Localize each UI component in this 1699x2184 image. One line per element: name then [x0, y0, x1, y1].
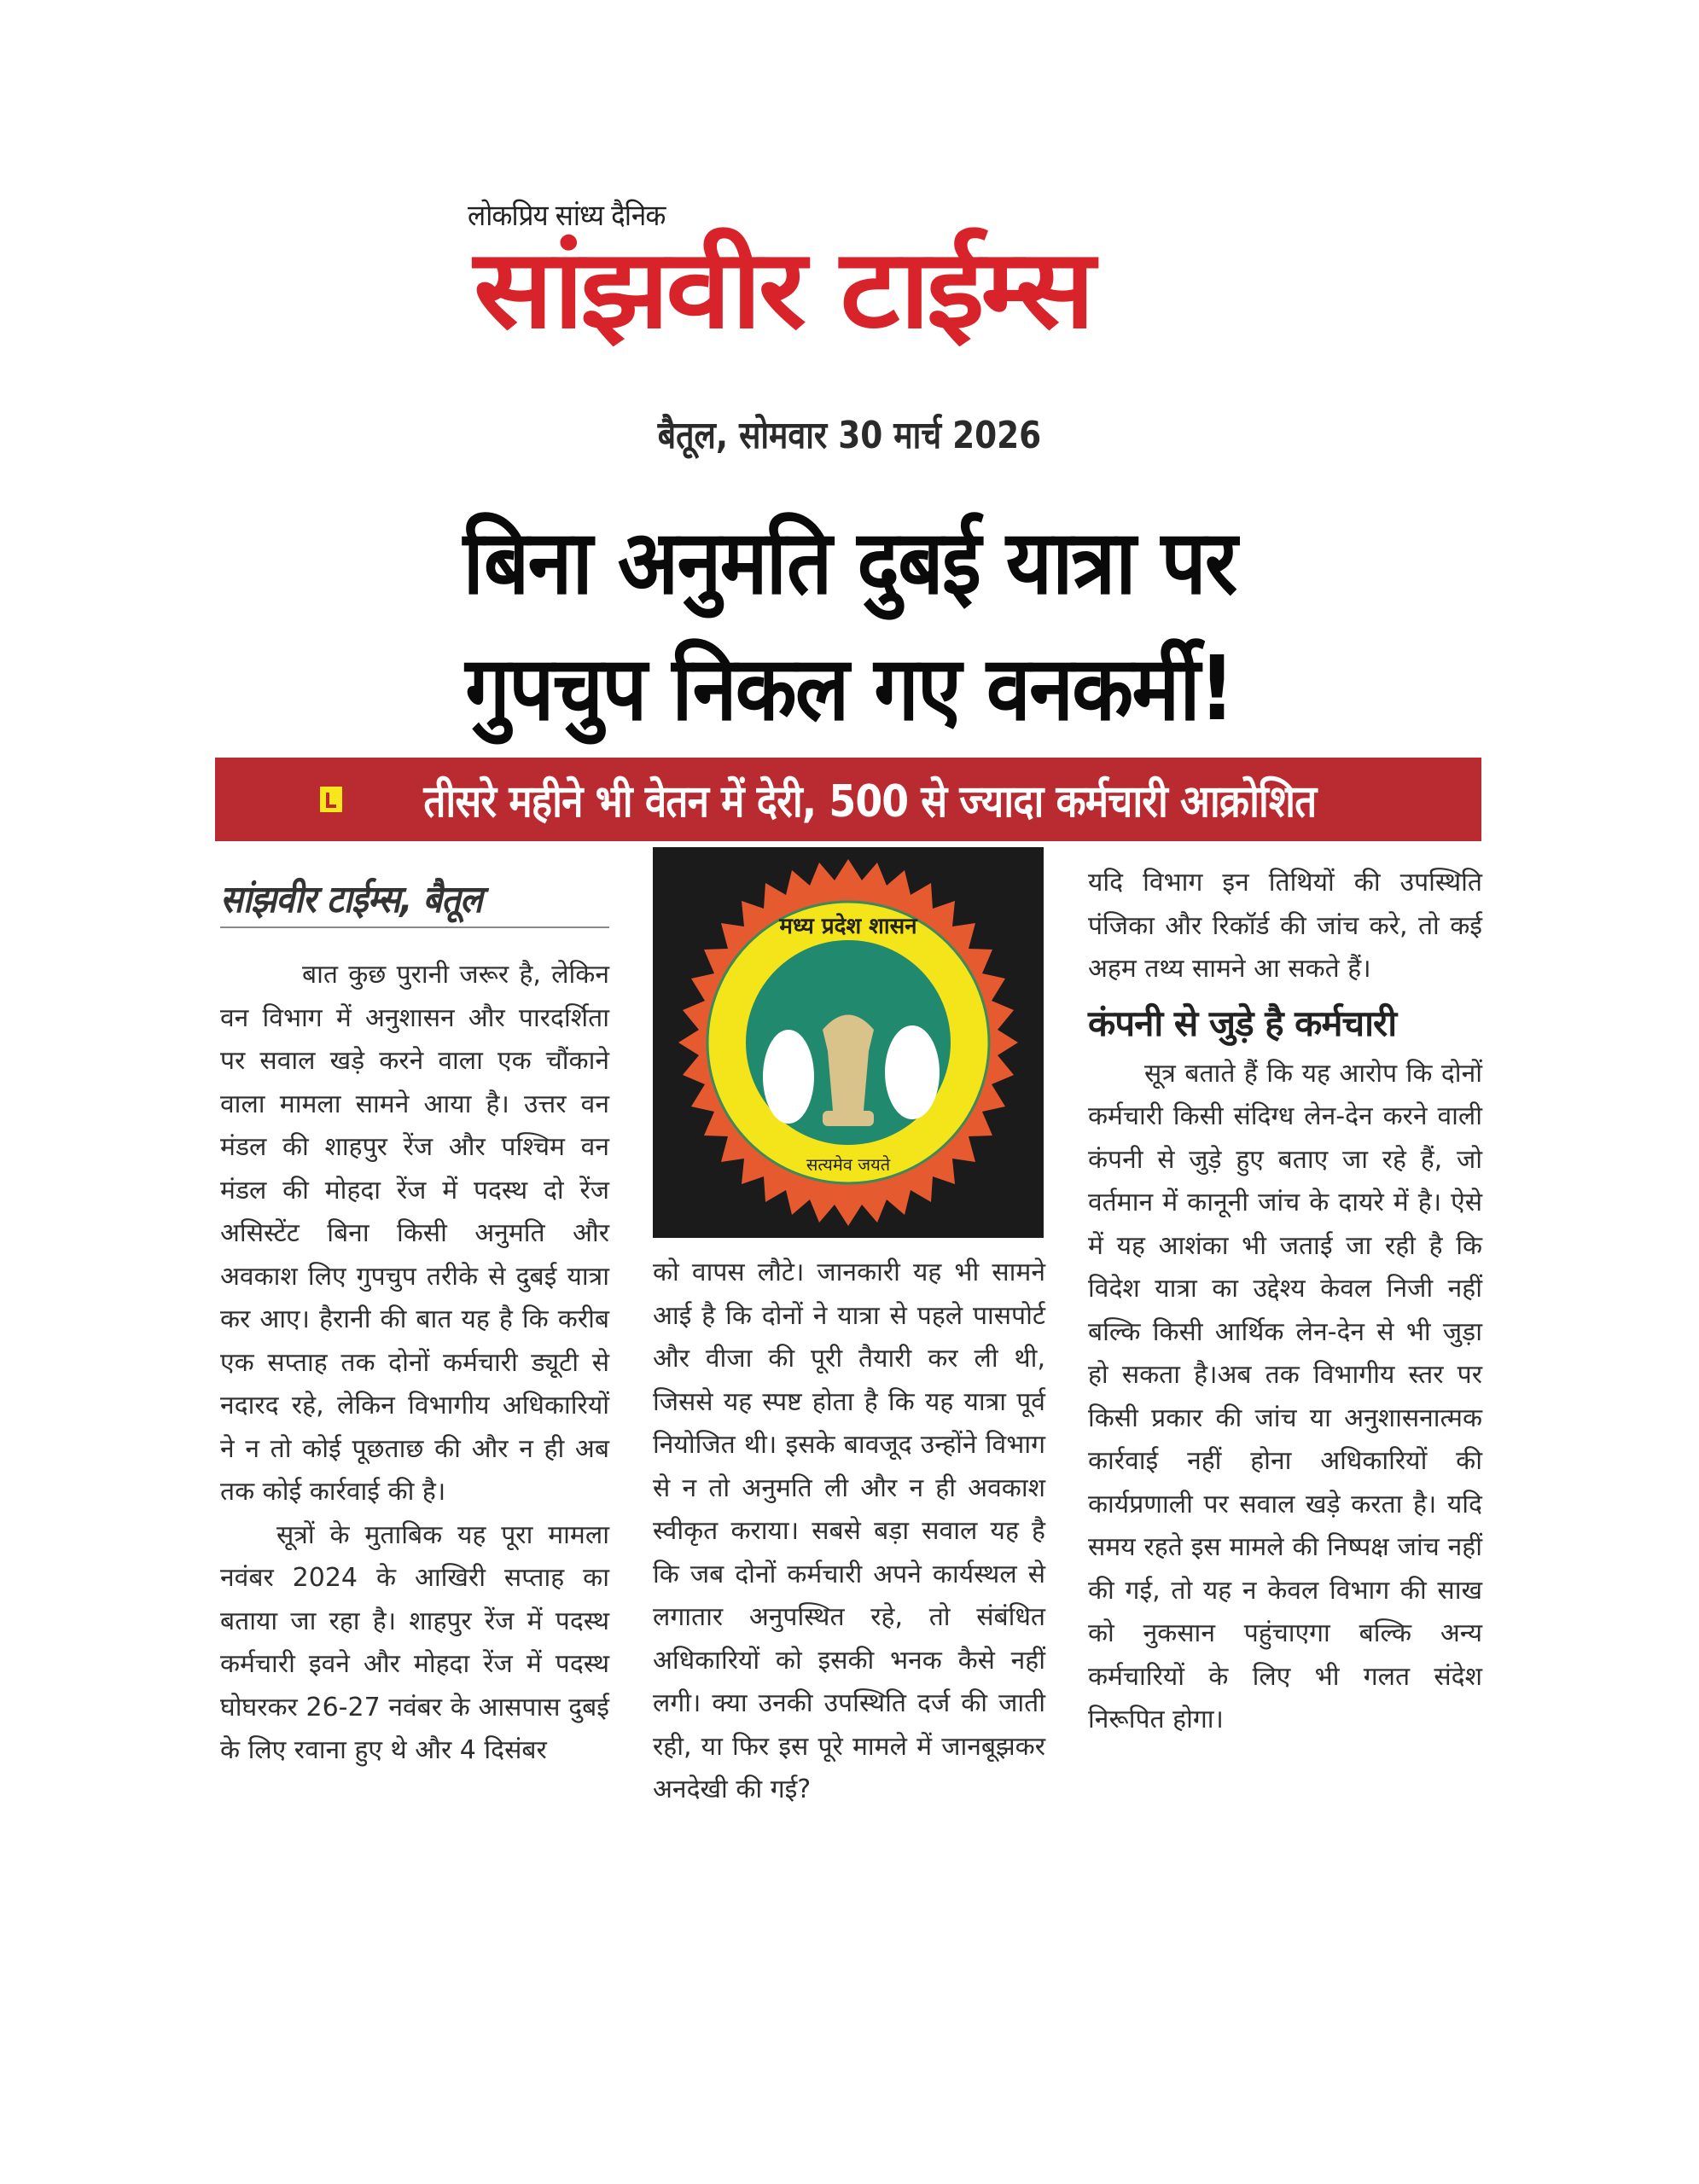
dateline: बैतूल, सोमवार 30 मार्च 2026 — [657, 414, 1042, 457]
article-column-3 — [1088, 862, 1482, 1742]
paragraph: सूत्रों के मुताबिक यह पूरा मामला नवंबर 2024 के आखिरी सप्ताह का बताया जा रहा है। शाहपुर रेंज में पदस्थ कर्मचारी इवने और मोहदा रेंज में पदस्थ घोघरकर 26-27 नवंबर के आसपास दुबई के लिए रवाना हुए थे और 4 दिसंबर — [220, 1519, 609, 1765]
paragraph: सूत्र बताते हैं कि यह आरोप कि दोनों कर्मचारी किसी संदिग्ध लेन-देन करने वाली कंपनी से जुड़े हुए बताए जा रहे हैं, जो वर्तमान में कानूनी जांच के दायरे में है। ऐसे में यह आशंका भी जताई जा रही है कि विदेश यात्रा का उद्देश्य केवल निजी नहीं बल्कि किसी आर्थिक लेन-देन से भी जुड़ा हो सकता है।अब तक विभागीय स्तर पर किसी प्रकार की जांच या अनुशासनात्मक कार्रवाई नहीं होना अधिकारियों की कार्यप्रणाली पर सवाल खड़े करता है। यदि समय रहते इस मामले की निष्पक्ष जांच नहीं की गई, तो यह न केवल विभाग की साख को नुकसान पहुंचाएगा बल्कि अन्य कर्मचारियों के लिए भी गलत संदेश निरूपित होगा। — [1088, 1058, 1482, 1734]
newspaper-title: सांझवीर टाईम्स — [474, 226, 1091, 353]
article-column-2 — [653, 1252, 1045, 1812]
headline-line-1: बिना अनुमति दुबई यात्रा पर — [463, 510, 1236, 614]
subheadline: तीसरे महीने भी वेतन में देरी, 500 से ज्यादा कर्मचारी आक्रोशित — [422, 775, 1317, 828]
byline: सांझवीर टाईम्स, बैतूल — [220, 878, 482, 921]
subheadline-bar — [215, 758, 1481, 841]
paragraph: बात कुछ पुरानी जरूर है, लेकिन वन विभाग में अनुशासन और पारदर्शिता पर सवाल खड़े करने वाला एक चौंकाने वाला मामला सामने आया है। उत्तर वन मंडल की शाहपुर रेंज और पश्चिम वन मंडल की मोहदा रेंज में पदस्थ दो रेंज असिस्टेंट बिना किसी अनुमति और अवकाश लिए गुपचुप तरीके से दुबई यात्रा कर आए। हैरानी की बात यह है कि करीब एक सप्ताह तक दोनों कर्मचारी ड्यूटी से नदारद रहे, लेकिन विभागीय अधिकारियों ने न तो कोई पूछताछ की और न ही अब तक कोई कार्रवाई की है। — [220, 960, 609, 1507]
paragraph: को वापस लौटे। जानकारी यह भी सामने आई है कि दोनों ने यात्रा से पहले पासपोर्ट और वीजा की पूरी तैयारी कर ली थी, जिससे यह स्पष्ट होता है कि यह यात्रा पूर्व नियोजित थी। इसके बावजूद उन्होंने विभाग से न तो अनुमति ली और न ही अवकाश स्वीकृत कराया। सबसे बड़ा सवाल यह है कि जब दोनों कर्मचारी अपने कार्यस्थल से लगातार अनुपस्थित रहे, तो संबंधित अधिकारियों को इसकी भनक कैसे नहीं लगी। क्या उनकी उपस्थिति दर्ज की जाती रही, या फिर इस पूरे मामले में जानबूझकर अनदेखी की गई? — [653, 1258, 1045, 1804]
mp-government-emblem-image — [653, 847, 1044, 1238]
bullet-square-icon — [320, 787, 342, 812]
emblem-bottom-text: सत्यमेव जयते — [806, 1154, 891, 1175]
byline-divider — [220, 926, 609, 928]
headline-line-2: गुपचुप निकल गए वनकर्मी! — [465, 636, 1234, 741]
emblem-icon — [653, 847, 1044, 1238]
section-subheading: कंपनी से जुड़े है कर्मचारी — [1088, 1002, 1397, 1044]
main-headline — [0, 499, 1699, 752]
article-column-1 — [220, 954, 609, 1773]
masthead-tagline: लोकप्रिय सांध्य दैनिक — [468, 199, 666, 233]
paragraph: यदि विभाग इन तिथियों की उपस्थिति पंजिका और रिकॉर्ड की जांच करे, तो कई अहम तथ्य सामने आ सकते हैं। — [1088, 868, 1482, 984]
emblem-top-text: मध्य प्रदेश शासन — [779, 914, 917, 939]
